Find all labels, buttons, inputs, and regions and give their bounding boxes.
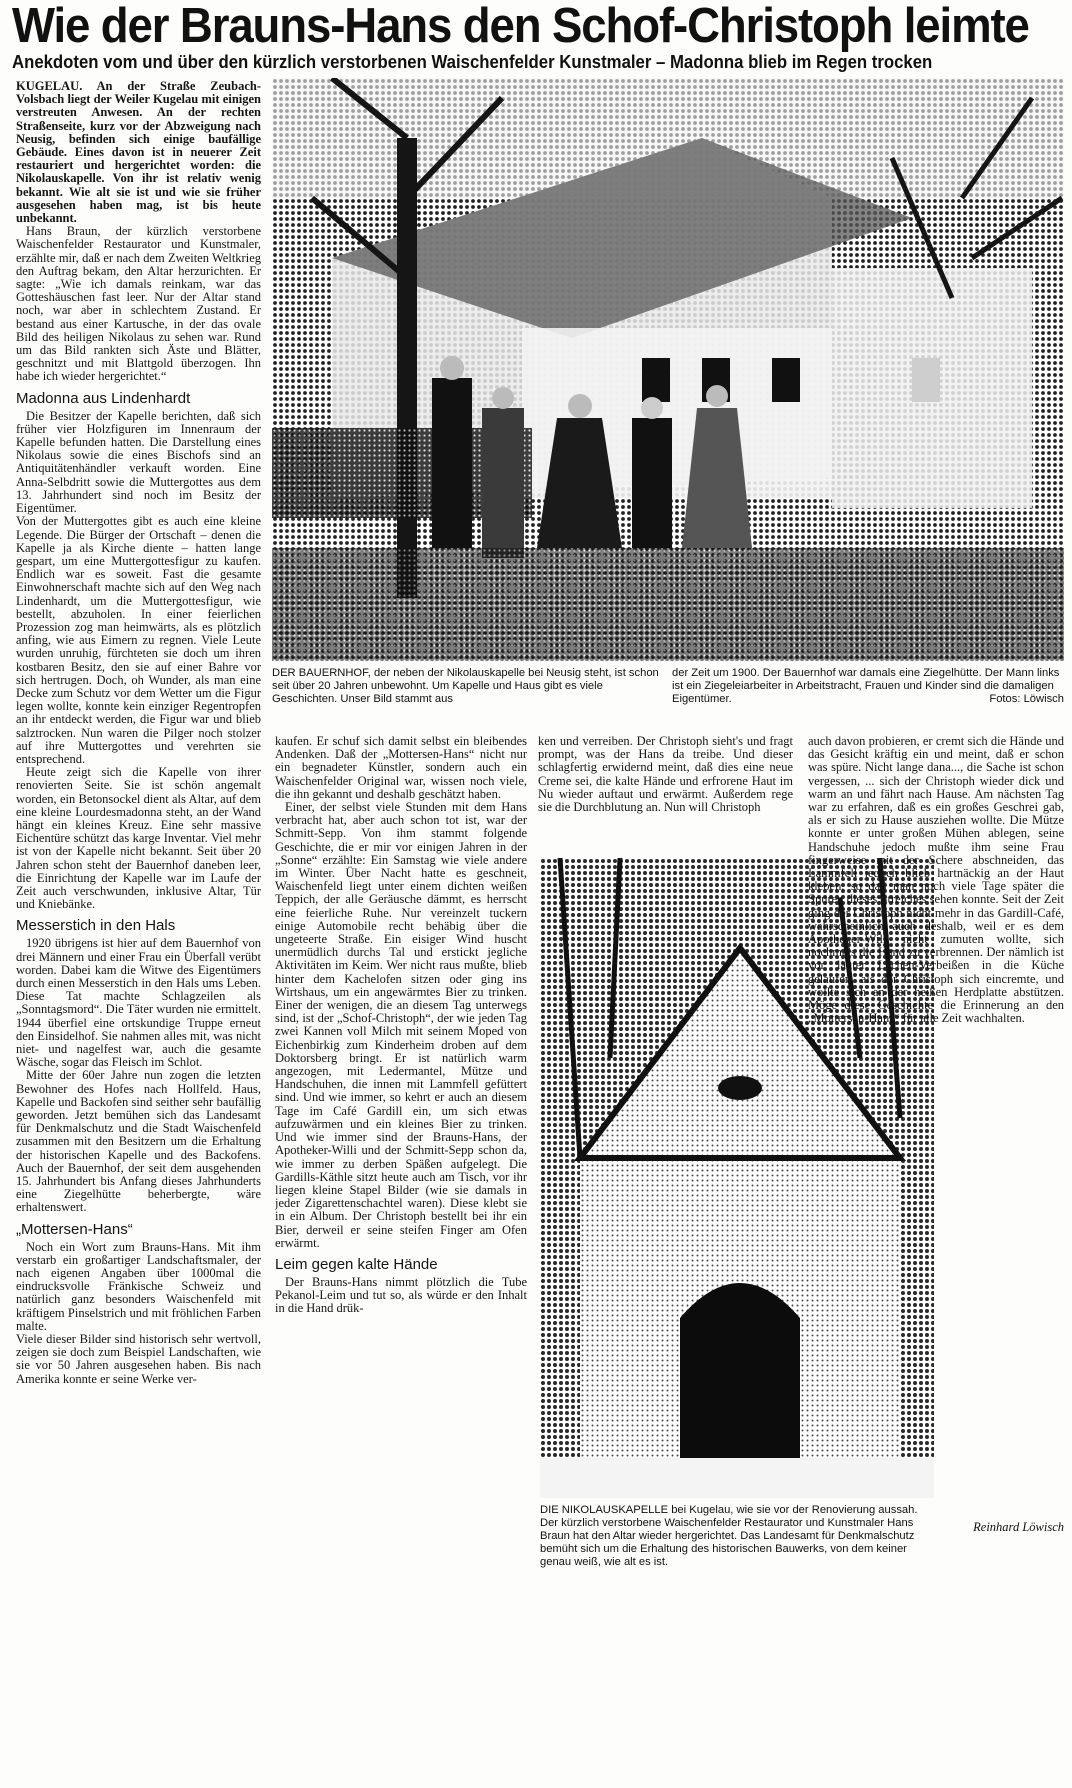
farmhouse-illustration (272, 78, 1064, 661)
paragraph: 1920 übrigens ist hier auf dem Bauernhof von drei Männern und einer Frau ein Überfall verübt worden. Dabei kam die Witwe des Eigentümers durch einen Messerstich in den Hals ums Leben. Diese Tat machte Schlagzeilen als „Sonntagsmord“. Die Täter wurden nie ermittelt. 1944 überfiel eine ortskundige Truppe erneut den Einsidelhof. Sie nahmen alles mit, was nicht niet- und nagelfest war, auch die gesamte Wäsche, sogar das Fleisch im Schlot. (16, 936, 261, 1070)
author-byline: Reinhard Löwisch (973, 1520, 1064, 1534)
text-column-2 (275, 735, 527, 1755)
paragraph: Der Brauns-Hans nimmt plötzlich die Tube Pekanol-Leim und tut so, als würde er den Inhalt in die Hand drük- (275, 1274, 527, 1316)
paragraph: kaufen. Er schuf sich damit selbst ein bleibendes Andenken. Daß der „Mottersen-Hans“ nicht nur ein begnadeter Künstler, sondern auch ein Waischenfelder Original war, wissen noch viele, die ihn gekannt und deshalb geschätzt haben. (275, 735, 527, 801)
farmhouse-caption-left: DER BAUERNHOF, der neben der Nikolauskapelle bei Neusig steht, ist schon seit über 20 Jahren unbewohnt. Um Kapelle und Haus gibt es viele Geschichten. Unser Bild stammt aus (272, 667, 659, 705)
lead-paragraph: KUGELAU. An der Straße Zeubach-Volsbach liegt der Weiler Kugelau mit einigen verstreuten Anwesen. An der rechten Straßenseite, kurz vor der Abzweigung nach Neusig, befinden sich einige baufällige Gebäude. Eines davon ist in neuerer Zeit restauriert und hergerichtet worden: die Nikolauskapelle. Von ihr ist relativ wenig bekannt. Wie alt sie ist und wie sie früher ausgesehen haben mag, ist bis heute unbekannt. (16, 80, 261, 226)
text-column-4 (808, 735, 1064, 1517)
paragraph: Die Besitzer der Kapelle berichten, daß sich früher vier Holzfiguren im Innenraum der Kapelle befunden hatten. Die Darstellung eines Nikolaus sowie die eines Bischofs sind an Antiquitätenhändler verkauft worden. Eine Anna-Selbdritt sowie die Muttergottes aus dem 13. Jahrhundert sind noch im Besitz der Eigentümer. (16, 408, 261, 516)
paragraph: Von der Muttergottes gibt es auch eine kleine Legende. Die Bürger der Ortschaft – denen die Kapelle ja als Kirche diente – hatten lange gespart, um eine Muttergottesfigur zu kaufen. Endlich war es soweit. Fast die gesamte Einwohnerschaft machte sich auf den Weg nach Lindenhardt, um die Muttergottesfigur, wie bestellt, abzuholen. In einer feierlichen Prozession zog man heimwärts, als es plötzlich anfing, wie aus Eimern zu regnen. Viele Leute wurden unruhig, fürchteten sie doch um ihren kostbaren Besitz, den sie auf einer Bahre vor sich hertrugen. Doch, oh Wunder, als man eine Decke zum Schutz vor dem Wetter um die Figur legen wollte, konnte kein einziger Regentropfen an ihr entdeckt werden, die Figur war und blieb salztrocken. Nun waren die Pilger noch stolzer auf ihre Muttergottes und verehrten sie entsprechend. (16, 514, 261, 766)
paragraph: Heute zeigt sich die Kapelle von ihrer renovierten Seite. Sie ist schön angemalt worden, ein Betonsockel dient als Altar, auf dem eine kleine Lourdesmadonna steht, an der Wand hängt ein kleines Kreuz. Eine sehr massive Eichentüre schützt das karge Inventar. Viel mehr ist von der Kapelle nicht bekannt. Seit über 20 Jahren schon steht der Bauernhof daneben leer, die Einrichtung der Kapelle war im Laufe der Zeit auch verschwunden, inklusive Altar, Tür und Kniebänke. (16, 765, 261, 912)
subheading: „Mottersen-Hans“ (16, 1220, 133, 1238)
paragraph: Einer, der selbst viele Stunden mit dem Hans verbracht hat, aber auch schon tot ist, war der Schmitt-Sepp. Von ihm stammt folgende Geschichte, die er mir vor einigen Jahren in der „Sonne“ erzählte: Ein Samstag wie viele andere im Winter. Über Nacht hatte es geschneit, Waischenfeld liegt unter einem dichten weißen Teppich, der alle Geräusche dämmt, es herrscht eine feierliche Ruhe. Nur vereinzelt tuckern einige Automobile recht behäbig über die ungeteerte Straße. Ein eisiger Wind huscht unermüdlich durchs Tal und erstickt jegliche Aktivitäten im Keim. Wer nicht raus mußte, blieb hinter dem Kachelofen sitzen oder ging ins Wirtshaus, um ein angewärmtes Bier zu trinken. Einer der wenigen, die an diesem Tag unterwegs sind, ist der „Schof-Christoph“, der wie jeden Tag zwei Kannen voll Milch mit seinem Moped von Eichenbirkig zum Kinderheim droben auf dem Doktorsberg bringt. Er ist natürlich warm angezogen, mit Ledermantel, Mütze und Handschuhen, die innen mit Lammfell gefüttert sind. Und wie immer, so kehrt er auch an diesem Tage im Café Gardill ein, um sich etwas aufzuwärmen und ein kleines Bier zu trinken. Und wie immer sind der Brauns-Hans, der Apotheker-Willi und der Schmitt-Sepp schon da, wie immer zu derben Späßen aufgelegt. Die Gardills-Käthle sitzt heute auch am Tisch, vor ihr liegen kleine Stapel Bilder (wie sie damals in jeder Zigarettenschachtel waren). Diese klebt sie in ein Album. Der Christoph bestellt bei ihr ein Bier, derweil er seine steifen Finger am Ofen erwärmt. (275, 800, 527, 1250)
paragraph: auch davon probieren, er cremt sich die Hände und das Gesicht kräftig ein und meint, daß er schon was spüre. Nicht lange dana..., die Sache ist schon vergessen, ... sich der Christoph wieder dick und warm an und fährt nach Hause. Am nächsten Tag war zu erfahren, daß es ein großes Geschrei gab, als er sich zu Hause ausziehen wollte. Die Mütze konnte er unter großen Mühen ablegen, seine Handschuhe jedoch mußte ihm seine Frau fingerweise mit der Schere abschneiden, das Lammfell jedoch blieb hartnäckig an der Haut kleben, so daß man noch viele Tage später die Spuren dieses Streiches sehen konnte. Seit der Zeit ging der Christoph nicht mehr in das Gardill-Café, wahrscheinlich auch deshalb, weil er es dem Apotheker-Willi nicht zumuten wollte, sich nochmals die Hand zu verbrennen. Der nämlich ist vor lauter Lachen-Verbeißen in die Küche gelaufen, als der Christoph sich eincremte, und wollte sich an der heißen Herdplatte abstützen. Möge diese Geschichte die Erinnerung an den „Mottersen-Hans“ für alle Zeit wachhalten. (808, 735, 1064, 1026)
paragraph: ken und verreiben. Der Christoph sieht's und fragt prompt, was der Hans da treibe. Und dieser schlagfertig erwidernd meint, daß dies eine neue Creme sei, die kalte Hände und erfrorene Haut im Nu wieder auftaut und erwärmt. Außerdem rege sie die Durchblutung an. Nun will Christoph (538, 735, 793, 815)
paragraph: Viele dieser Bilder sind historisch sehr wertvoll, zeigen sie doch zum Beispiel Landschaften, wie sie vor 50 Jahren ausgesehen haben. Bis nach Amerika konnte er seine Werke ver- (16, 1332, 261, 1386)
paragraph: Mitte der 60er Jahre nun zogen die letzten Bewohner des Hofes nach Hollfeld. Haus, Kapelle und Backofen sind seither sehr baufällig geworden. Jetzt bemühen sich das Landesamt für Denkmalschutz und die Stadt Waischenfeld zusammen mit den Besitzern um die Erhaltung der historischen Kapelle und des Backofens. Auch der Bauernhof, der seit dem ausgehenden 15. Jahrhundert bis Anfang dieses Jahrhunderts eine Ziegelhütte beherbergte, wäre erhaltenswert. (16, 1068, 261, 1215)
photo-credit: Fotos: Löwisch (989, 693, 1064, 705)
farmhouse-caption-text: der Zeit um 1900. Der Bauernhof war damals eine Ziegelhütte. Der Mann links ist ein Ziegeleiarbeiter in Arbeitstracht, Frauen und Kinder sind die damaligen Eigentümer. (672, 667, 1060, 705)
paragraph: Hans Braun, der kürzlich verstorbene Waischenfelder Restaurator und Kunstmaler, erzählte mir, daß er nach dem Zweiten Weltkrieg den Auftrag bekam, den Altar herzurichten. Er sagte: „Wie ich damals reinkam, war das Gotteshäuschen fast leer. Nur der Altar stand noch, war aber in schlechtem Zustand. Er bestand aus einer Kartusche, in der das ovale Bild des heiligen Nikolaus zu sehen war. Rund um das Bild rankten sich Äste und Blätter, geschnitzt und mit Blattgold überzogen. Ihn habe ich wieder hergerichtet.“ (16, 224, 261, 384)
subheading: Leim gegen kalte Hände (275, 1255, 438, 1273)
text-column-1 (16, 80, 261, 1784)
subheading: Messerstich in den Hals (16, 917, 176, 935)
farmhouse-photo (272, 78, 1064, 661)
text-column-3 (538, 735, 793, 850)
article-headline: Wie der Brauns-Hans den Schof-Christoph leimte (12, 0, 1029, 53)
farmhouse-caption-right (672, 667, 1064, 706)
article-subheadline: Anekdoten vom und über den kürzlich verstorbenen Waischenfelder Kunstmaler – Madonna blieb im Regen trocken (12, 52, 933, 72)
subheading: Madonna aus Lindenhardt (16, 389, 191, 407)
chapel-caption: DIE NIKOLAUSKAPELLE bei Kugelau, wie sie vor der Renovierung aussah. Der kürzlich verstorbene Waischenfelder Restaurator und Kunstmaler Hans Braun hat den Altar wieder hergerichtet. Das Landesamt für Denkmalschutz bemüht sich um die Erhaltung des historischen Bauwerks, von dem keiner genau weiß, wie alt es ist. (540, 1504, 918, 1568)
paragraph: Noch ein Wort zum Brauns-Hans. Mit ihm verstarb ein großartiger Landschaftsmaler, der nach eigenen Angaben über 1000mal die eindrucksvolle Fränkische Schweiz und natürlich ganz besonders Waischenfeld mit kräftigem Pinselstrich und mit fröhlichen Farben malte. (16, 1239, 261, 1333)
